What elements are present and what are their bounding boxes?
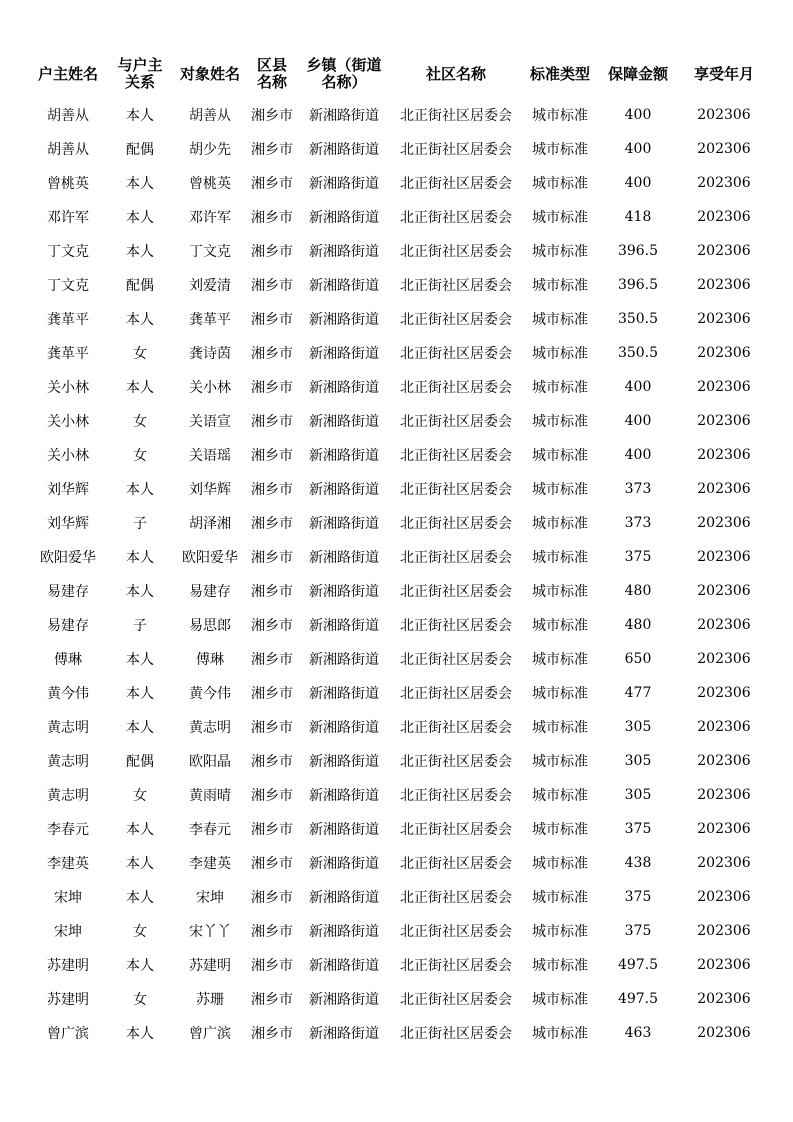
period-cell: 202306 bbox=[697, 413, 751, 429]
relation-cell: 本人 bbox=[126, 312, 154, 328]
county-cell: 湘乡市 bbox=[251, 210, 293, 226]
householder-cell: 关小林 bbox=[47, 380, 89, 396]
town-cell: 新湘路街道 bbox=[309, 312, 379, 328]
period-cell: 202306 bbox=[697, 583, 751, 599]
name-cell: 宋坤 bbox=[196, 890, 224, 906]
amount-cell: 400 bbox=[624, 175, 652, 191]
period-cell: 202306 bbox=[697, 549, 751, 565]
amount-cell: 350.5 bbox=[617, 345, 659, 361]
name-cell: 刘爱清 bbox=[189, 278, 231, 294]
town-cell: 新湘路街道 bbox=[309, 278, 379, 294]
period-cell: 202306 bbox=[697, 209, 751, 225]
householder-cell: 丁文克 bbox=[47, 278, 89, 294]
standard-cell: 城市标准 bbox=[532, 244, 588, 260]
standard-cell: 城市标准 bbox=[532, 652, 588, 668]
period-cell: 202306 bbox=[697, 515, 751, 531]
relation-cell: 配偶 bbox=[126, 278, 154, 294]
town-cell: 新湘路街道 bbox=[309, 618, 379, 634]
town-cell: 新湘路街道 bbox=[309, 482, 379, 498]
period-cell: 202306 bbox=[697, 957, 751, 973]
community-cell: 北正街社区居委会 bbox=[400, 380, 512, 396]
amount-cell: 497.5 bbox=[617, 991, 659, 1007]
town-cell: 新湘路街道 bbox=[309, 686, 379, 702]
amount-cell: 396.5 bbox=[617, 277, 659, 293]
table-row bbox=[30, 302, 770, 336]
county-cell: 湘乡市 bbox=[251, 686, 293, 702]
table-row bbox=[30, 540, 770, 574]
town-cell: 新湘路街道 bbox=[309, 856, 379, 872]
amount-cell: 375 bbox=[624, 821, 652, 837]
county-cell: 湘乡市 bbox=[251, 312, 293, 328]
header-community: 社区名称 bbox=[425, 64, 486, 83]
amount-cell: 497.5 bbox=[617, 957, 659, 973]
header-relation: 与户主 关系 bbox=[117, 56, 163, 91]
county-cell: 湘乡市 bbox=[251, 414, 293, 430]
householder-cell: 苏建明 bbox=[47, 958, 89, 974]
amount-cell: 400 bbox=[624, 413, 652, 429]
amount-cell: 375 bbox=[624, 923, 652, 939]
table-row bbox=[30, 642, 770, 676]
county-cell: 湘乡市 bbox=[251, 856, 293, 872]
relation-cell: 本人 bbox=[126, 652, 154, 668]
period-cell: 202306 bbox=[697, 617, 751, 633]
town-cell: 新湘路街道 bbox=[309, 108, 379, 124]
amount-cell: 418 bbox=[624, 209, 652, 225]
community-cell: 北正街社区居委会 bbox=[400, 550, 512, 566]
county-cell: 湘乡市 bbox=[251, 924, 293, 940]
householder-cell: 曾广滨 bbox=[47, 1026, 89, 1042]
period-cell: 202306 bbox=[697, 345, 751, 361]
town-cell: 新湘路街道 bbox=[309, 584, 379, 600]
relation-cell: 本人 bbox=[126, 210, 154, 226]
table-row bbox=[30, 846, 770, 880]
amount-cell: 373 bbox=[624, 481, 652, 497]
county-cell: 湘乡市 bbox=[251, 176, 293, 192]
relation-cell: 本人 bbox=[126, 482, 154, 498]
county-cell: 湘乡市 bbox=[251, 108, 293, 124]
county-cell: 湘乡市 bbox=[251, 618, 293, 634]
standard-cell: 城市标准 bbox=[532, 890, 588, 906]
name-cell: 龚革平 bbox=[189, 312, 231, 328]
period-cell: 202306 bbox=[697, 107, 751, 123]
standard-cell: 城市标准 bbox=[532, 210, 588, 226]
relation-cell: 女 bbox=[133, 346, 147, 362]
town-cell: 新湘路街道 bbox=[309, 516, 379, 532]
relation-cell: 本人 bbox=[126, 686, 154, 702]
name-cell: 易思郎 bbox=[189, 618, 231, 634]
standard-cell: 城市标准 bbox=[532, 142, 588, 158]
relation-cell: 女 bbox=[133, 448, 147, 464]
county-cell: 湘乡市 bbox=[251, 516, 293, 532]
householder-cell: 刘华辉 bbox=[47, 516, 89, 532]
relation-cell: 本人 bbox=[126, 1026, 154, 1042]
name-cell: 黄志明 bbox=[189, 720, 231, 736]
town-cell: 新湘路街道 bbox=[309, 414, 379, 430]
county-cell: 湘乡市 bbox=[251, 244, 293, 260]
name-cell: 胡善从 bbox=[189, 108, 231, 124]
amount-cell: 350.5 bbox=[617, 311, 659, 327]
community-cell: 北正街社区居委会 bbox=[400, 890, 512, 906]
town-cell: 新湘路街道 bbox=[309, 142, 379, 158]
householder-cell: 宋坤 bbox=[54, 924, 82, 940]
town-cell: 新湘路街道 bbox=[309, 822, 379, 838]
period-cell: 202306 bbox=[697, 243, 751, 259]
community-cell: 北正街社区居委会 bbox=[400, 312, 512, 328]
community-cell: 北正街社区居委会 bbox=[400, 754, 512, 770]
householder-cell: 黄志明 bbox=[47, 720, 89, 736]
table-row bbox=[30, 268, 770, 302]
name-cell: 易建存 bbox=[189, 584, 231, 600]
town-cell: 新湘路街道 bbox=[309, 924, 379, 940]
amount-cell: 396.5 bbox=[617, 243, 659, 259]
standard-cell: 城市标准 bbox=[532, 312, 588, 328]
table-row bbox=[30, 812, 770, 846]
standard-cell: 城市标准 bbox=[532, 448, 588, 464]
community-cell: 北正街社区居委会 bbox=[400, 856, 512, 872]
amount-cell: 400 bbox=[624, 141, 652, 157]
table-row bbox=[30, 132, 770, 166]
header-standard: 标准类型 bbox=[529, 64, 590, 83]
community-cell: 北正街社区居委会 bbox=[400, 414, 512, 430]
table-row bbox=[30, 472, 770, 506]
header-amount: 保障金额 bbox=[607, 64, 668, 83]
amount-cell: 400 bbox=[624, 447, 652, 463]
standard-cell: 城市标准 bbox=[532, 1026, 588, 1042]
period-cell: 202306 bbox=[697, 175, 751, 191]
name-cell: 李建英 bbox=[189, 856, 231, 872]
householder-cell: 欧阳爱华 bbox=[40, 550, 96, 566]
name-cell: 苏建明 bbox=[189, 958, 231, 974]
town-cell: 新湘路街道 bbox=[309, 890, 379, 906]
relation-cell: 本人 bbox=[126, 108, 154, 124]
standard-cell: 城市标准 bbox=[532, 618, 588, 634]
header-town: 乡镇（街道 名称） bbox=[306, 56, 382, 91]
householder-cell: 宋坤 bbox=[54, 890, 82, 906]
community-cell: 北正街社区居委会 bbox=[400, 584, 512, 600]
householder-cell: 黄志明 bbox=[47, 788, 89, 804]
standard-cell: 城市标准 bbox=[532, 958, 588, 974]
table-row bbox=[30, 676, 770, 710]
householder-cell: 丁文克 bbox=[47, 244, 89, 260]
table-row bbox=[30, 166, 770, 200]
period-cell: 202306 bbox=[697, 787, 751, 803]
standard-cell: 城市标准 bbox=[532, 278, 588, 294]
standard-cell: 城市标准 bbox=[532, 924, 588, 940]
community-cell: 北正街社区居委会 bbox=[400, 108, 512, 124]
householder-cell: 黄今伟 bbox=[47, 686, 89, 702]
table-row bbox=[30, 574, 770, 608]
county-cell: 湘乡市 bbox=[251, 346, 293, 362]
name-cell: 关语宣 bbox=[189, 414, 231, 430]
table-row bbox=[30, 608, 770, 642]
standard-cell: 城市标准 bbox=[532, 720, 588, 736]
period-cell: 202306 bbox=[697, 481, 751, 497]
community-cell: 北正街社区居委会 bbox=[400, 346, 512, 362]
relation-cell: 配偶 bbox=[126, 754, 154, 770]
community-cell: 北正街社区居委会 bbox=[400, 788, 512, 804]
name-cell: 黄雨晴 bbox=[189, 788, 231, 804]
table-row bbox=[30, 404, 770, 438]
county-cell: 湘乡市 bbox=[251, 890, 293, 906]
community-cell: 北正街社区居委会 bbox=[400, 924, 512, 940]
relation-cell: 本人 bbox=[126, 244, 154, 260]
beneficiary-table bbox=[30, 50, 770, 1050]
county-cell: 湘乡市 bbox=[251, 788, 293, 804]
name-cell: 曾桃英 bbox=[189, 176, 231, 192]
table-row bbox=[30, 506, 770, 540]
amount-cell: 650 bbox=[624, 651, 652, 667]
period-cell: 202306 bbox=[697, 447, 751, 463]
town-cell: 新湘路街道 bbox=[309, 992, 379, 1008]
amount-cell: 463 bbox=[624, 1025, 652, 1041]
table-row bbox=[30, 744, 770, 778]
householder-cell: 胡善从 bbox=[47, 108, 89, 124]
period-cell: 202306 bbox=[697, 923, 751, 939]
county-cell: 湘乡市 bbox=[251, 448, 293, 464]
householder-cell: 曾桃英 bbox=[47, 176, 89, 192]
householder-cell: 易建存 bbox=[47, 584, 89, 600]
town-cell: 新湘路街道 bbox=[309, 720, 379, 736]
standard-cell: 城市标准 bbox=[532, 346, 588, 362]
relation-cell: 本人 bbox=[126, 822, 154, 838]
householder-cell: 黄志明 bbox=[47, 754, 89, 770]
county-cell: 湘乡市 bbox=[251, 992, 293, 1008]
relation-cell: 配偶 bbox=[126, 142, 154, 158]
header-period: 享受年月 bbox=[693, 64, 754, 83]
community-cell: 北正街社区居委会 bbox=[400, 822, 512, 838]
table-body bbox=[30, 98, 770, 1050]
period-cell: 202306 bbox=[697, 311, 751, 327]
community-cell: 北正街社区居委会 bbox=[400, 482, 512, 498]
name-cell: 邓许军 bbox=[189, 210, 231, 226]
community-cell: 北正街社区居委会 bbox=[400, 244, 512, 260]
name-cell: 宋丫丫 bbox=[189, 924, 231, 940]
name-cell: 刘华辉 bbox=[189, 482, 231, 498]
table-row bbox=[30, 982, 770, 1016]
amount-cell: 477 bbox=[624, 685, 652, 701]
community-cell: 北正街社区居委会 bbox=[400, 992, 512, 1008]
county-cell: 湘乡市 bbox=[251, 720, 293, 736]
header-name: 对象姓名 bbox=[179, 64, 240, 83]
table-row bbox=[30, 98, 770, 132]
period-cell: 202306 bbox=[697, 1025, 751, 1041]
amount-cell: 438 bbox=[624, 855, 652, 871]
amount-cell: 400 bbox=[624, 379, 652, 395]
householder-cell: 龚革平 bbox=[47, 312, 89, 328]
name-cell: 黄今伟 bbox=[189, 686, 231, 702]
county-cell: 湘乡市 bbox=[251, 958, 293, 974]
table-row bbox=[30, 200, 770, 234]
relation-cell: 本人 bbox=[126, 380, 154, 396]
relation-cell: 本人 bbox=[126, 176, 154, 192]
amount-cell: 305 bbox=[624, 753, 652, 769]
relation-cell: 女 bbox=[133, 414, 147, 430]
county-cell: 湘乡市 bbox=[251, 278, 293, 294]
name-cell: 胡少先 bbox=[189, 142, 231, 158]
county-cell: 湘乡市 bbox=[251, 1026, 293, 1042]
community-cell: 北正街社区居委会 bbox=[400, 278, 512, 294]
town-cell: 新湘路街道 bbox=[309, 210, 379, 226]
town-cell: 新湘路街道 bbox=[309, 550, 379, 566]
header-householder: 户主姓名 bbox=[37, 64, 98, 83]
county-cell: 湘乡市 bbox=[251, 652, 293, 668]
standard-cell: 城市标准 bbox=[532, 414, 588, 430]
householder-cell: 刘华辉 bbox=[47, 482, 89, 498]
table-row bbox=[30, 1016, 770, 1050]
table-row bbox=[30, 438, 770, 472]
standard-cell: 城市标准 bbox=[532, 108, 588, 124]
name-cell: 苏珊 bbox=[196, 992, 224, 1008]
community-cell: 北正街社区居委会 bbox=[400, 210, 512, 226]
name-cell: 李春元 bbox=[189, 822, 231, 838]
community-cell: 北正街社区居委会 bbox=[400, 142, 512, 158]
town-cell: 新湘路街道 bbox=[309, 958, 379, 974]
relation-cell: 本人 bbox=[126, 856, 154, 872]
name-cell: 曾广滨 bbox=[189, 1026, 231, 1042]
table-row bbox=[30, 234, 770, 268]
householder-cell: 李春元 bbox=[47, 822, 89, 838]
standard-cell: 城市标准 bbox=[532, 482, 588, 498]
householder-cell: 邓许军 bbox=[47, 210, 89, 226]
county-cell: 湘乡市 bbox=[251, 754, 293, 770]
table-row bbox=[30, 778, 770, 812]
allowance-sheet bbox=[30, 50, 770, 1050]
county-cell: 湘乡市 bbox=[251, 482, 293, 498]
relation-cell: 女 bbox=[133, 992, 147, 1008]
amount-cell: 375 bbox=[624, 549, 652, 565]
standard-cell: 城市标准 bbox=[532, 992, 588, 1008]
table-row bbox=[30, 914, 770, 948]
amount-cell: 375 bbox=[624, 889, 652, 905]
table-row bbox=[30, 880, 770, 914]
town-cell: 新湘路街道 bbox=[309, 652, 379, 668]
community-cell: 北正街社区居委会 bbox=[400, 652, 512, 668]
name-cell: 胡泽湘 bbox=[189, 516, 231, 532]
standard-cell: 城市标准 bbox=[532, 788, 588, 804]
period-cell: 202306 bbox=[697, 855, 751, 871]
amount-cell: 400 bbox=[624, 107, 652, 123]
table-row bbox=[30, 948, 770, 982]
county-cell: 湘乡市 bbox=[251, 822, 293, 838]
town-cell: 新湘路街道 bbox=[309, 788, 379, 804]
town-cell: 新湘路街道 bbox=[309, 176, 379, 192]
householder-cell: 关小林 bbox=[47, 448, 89, 464]
period-cell: 202306 bbox=[697, 379, 751, 395]
period-cell: 202306 bbox=[697, 651, 751, 667]
period-cell: 202306 bbox=[697, 753, 751, 769]
town-cell: 新湘路街道 bbox=[309, 244, 379, 260]
period-cell: 202306 bbox=[697, 719, 751, 735]
name-cell: 丁文克 bbox=[189, 244, 231, 260]
period-cell: 202306 bbox=[697, 821, 751, 837]
town-cell: 新湘路街道 bbox=[309, 1026, 379, 1042]
community-cell: 北正街社区居委会 bbox=[400, 1026, 512, 1042]
period-cell: 202306 bbox=[697, 685, 751, 701]
county-cell: 湘乡市 bbox=[251, 142, 293, 158]
community-cell: 北正街社区居委会 bbox=[400, 958, 512, 974]
standard-cell: 城市标准 bbox=[532, 380, 588, 396]
period-cell: 202306 bbox=[697, 277, 751, 293]
period-cell: 202306 bbox=[697, 991, 751, 1007]
community-cell: 北正街社区居委会 bbox=[400, 176, 512, 192]
householder-cell: 龚革平 bbox=[47, 346, 89, 362]
relation-cell: 女 bbox=[133, 924, 147, 940]
community-cell: 北正街社区居委会 bbox=[400, 618, 512, 634]
standard-cell: 城市标准 bbox=[532, 584, 588, 600]
amount-cell: 305 bbox=[624, 719, 652, 735]
relation-cell: 本人 bbox=[126, 890, 154, 906]
standard-cell: 城市标准 bbox=[532, 822, 588, 838]
county-cell: 湘乡市 bbox=[251, 550, 293, 566]
amount-cell: 305 bbox=[624, 787, 652, 803]
householder-cell: 苏建明 bbox=[47, 992, 89, 1008]
relation-cell: 本人 bbox=[126, 550, 154, 566]
name-cell: 关小林 bbox=[189, 380, 231, 396]
householder-cell: 易建存 bbox=[47, 618, 89, 634]
standard-cell: 城市标准 bbox=[532, 176, 588, 192]
period-cell: 202306 bbox=[697, 889, 751, 905]
relation-cell: 子 bbox=[133, 618, 147, 634]
community-cell: 北正街社区居委会 bbox=[400, 686, 512, 702]
community-cell: 北正街社区居委会 bbox=[400, 448, 512, 464]
amount-cell: 480 bbox=[624, 583, 652, 599]
amount-cell: 480 bbox=[624, 617, 652, 633]
town-cell: 新湘路街道 bbox=[309, 448, 379, 464]
relation-cell: 本人 bbox=[126, 584, 154, 600]
householder-cell: 傅琳 bbox=[54, 652, 82, 668]
relation-cell: 女 bbox=[133, 788, 147, 804]
table-row bbox=[30, 336, 770, 370]
standard-cell: 城市标准 bbox=[532, 686, 588, 702]
community-cell: 北正街社区居委会 bbox=[400, 720, 512, 736]
householder-cell: 胡善从 bbox=[47, 142, 89, 158]
standard-cell: 城市标准 bbox=[532, 856, 588, 872]
county-cell: 湘乡市 bbox=[251, 380, 293, 396]
name-cell: 欧阳爱华 bbox=[182, 550, 238, 566]
standard-cell: 城市标准 bbox=[532, 754, 588, 770]
community-cell: 北正街社区居委会 bbox=[400, 516, 512, 532]
amount-cell: 373 bbox=[624, 515, 652, 531]
table-row bbox=[30, 370, 770, 404]
relation-cell: 本人 bbox=[126, 720, 154, 736]
town-cell: 新湘路街道 bbox=[309, 346, 379, 362]
name-cell: 关语瑶 bbox=[189, 448, 231, 464]
householder-cell: 关小林 bbox=[47, 414, 89, 430]
town-cell: 新湘路街道 bbox=[309, 380, 379, 396]
name-cell: 欧阳晶 bbox=[189, 754, 231, 770]
relation-cell: 本人 bbox=[126, 958, 154, 974]
town-cell: 新湘路街道 bbox=[309, 754, 379, 770]
standard-cell: 城市标准 bbox=[532, 516, 588, 532]
householder-cell: 李建英 bbox=[47, 856, 89, 872]
period-cell: 202306 bbox=[697, 141, 751, 157]
county-cell: 湘乡市 bbox=[251, 584, 293, 600]
standard-cell: 城市标准 bbox=[532, 550, 588, 566]
header-county: 区县 名称 bbox=[256, 56, 287, 91]
table-header-row bbox=[30, 50, 770, 98]
table-row bbox=[30, 710, 770, 744]
name-cell: 龚诗茵 bbox=[189, 346, 231, 362]
name-cell: 傅琳 bbox=[196, 652, 224, 668]
relation-cell: 子 bbox=[133, 516, 147, 532]
